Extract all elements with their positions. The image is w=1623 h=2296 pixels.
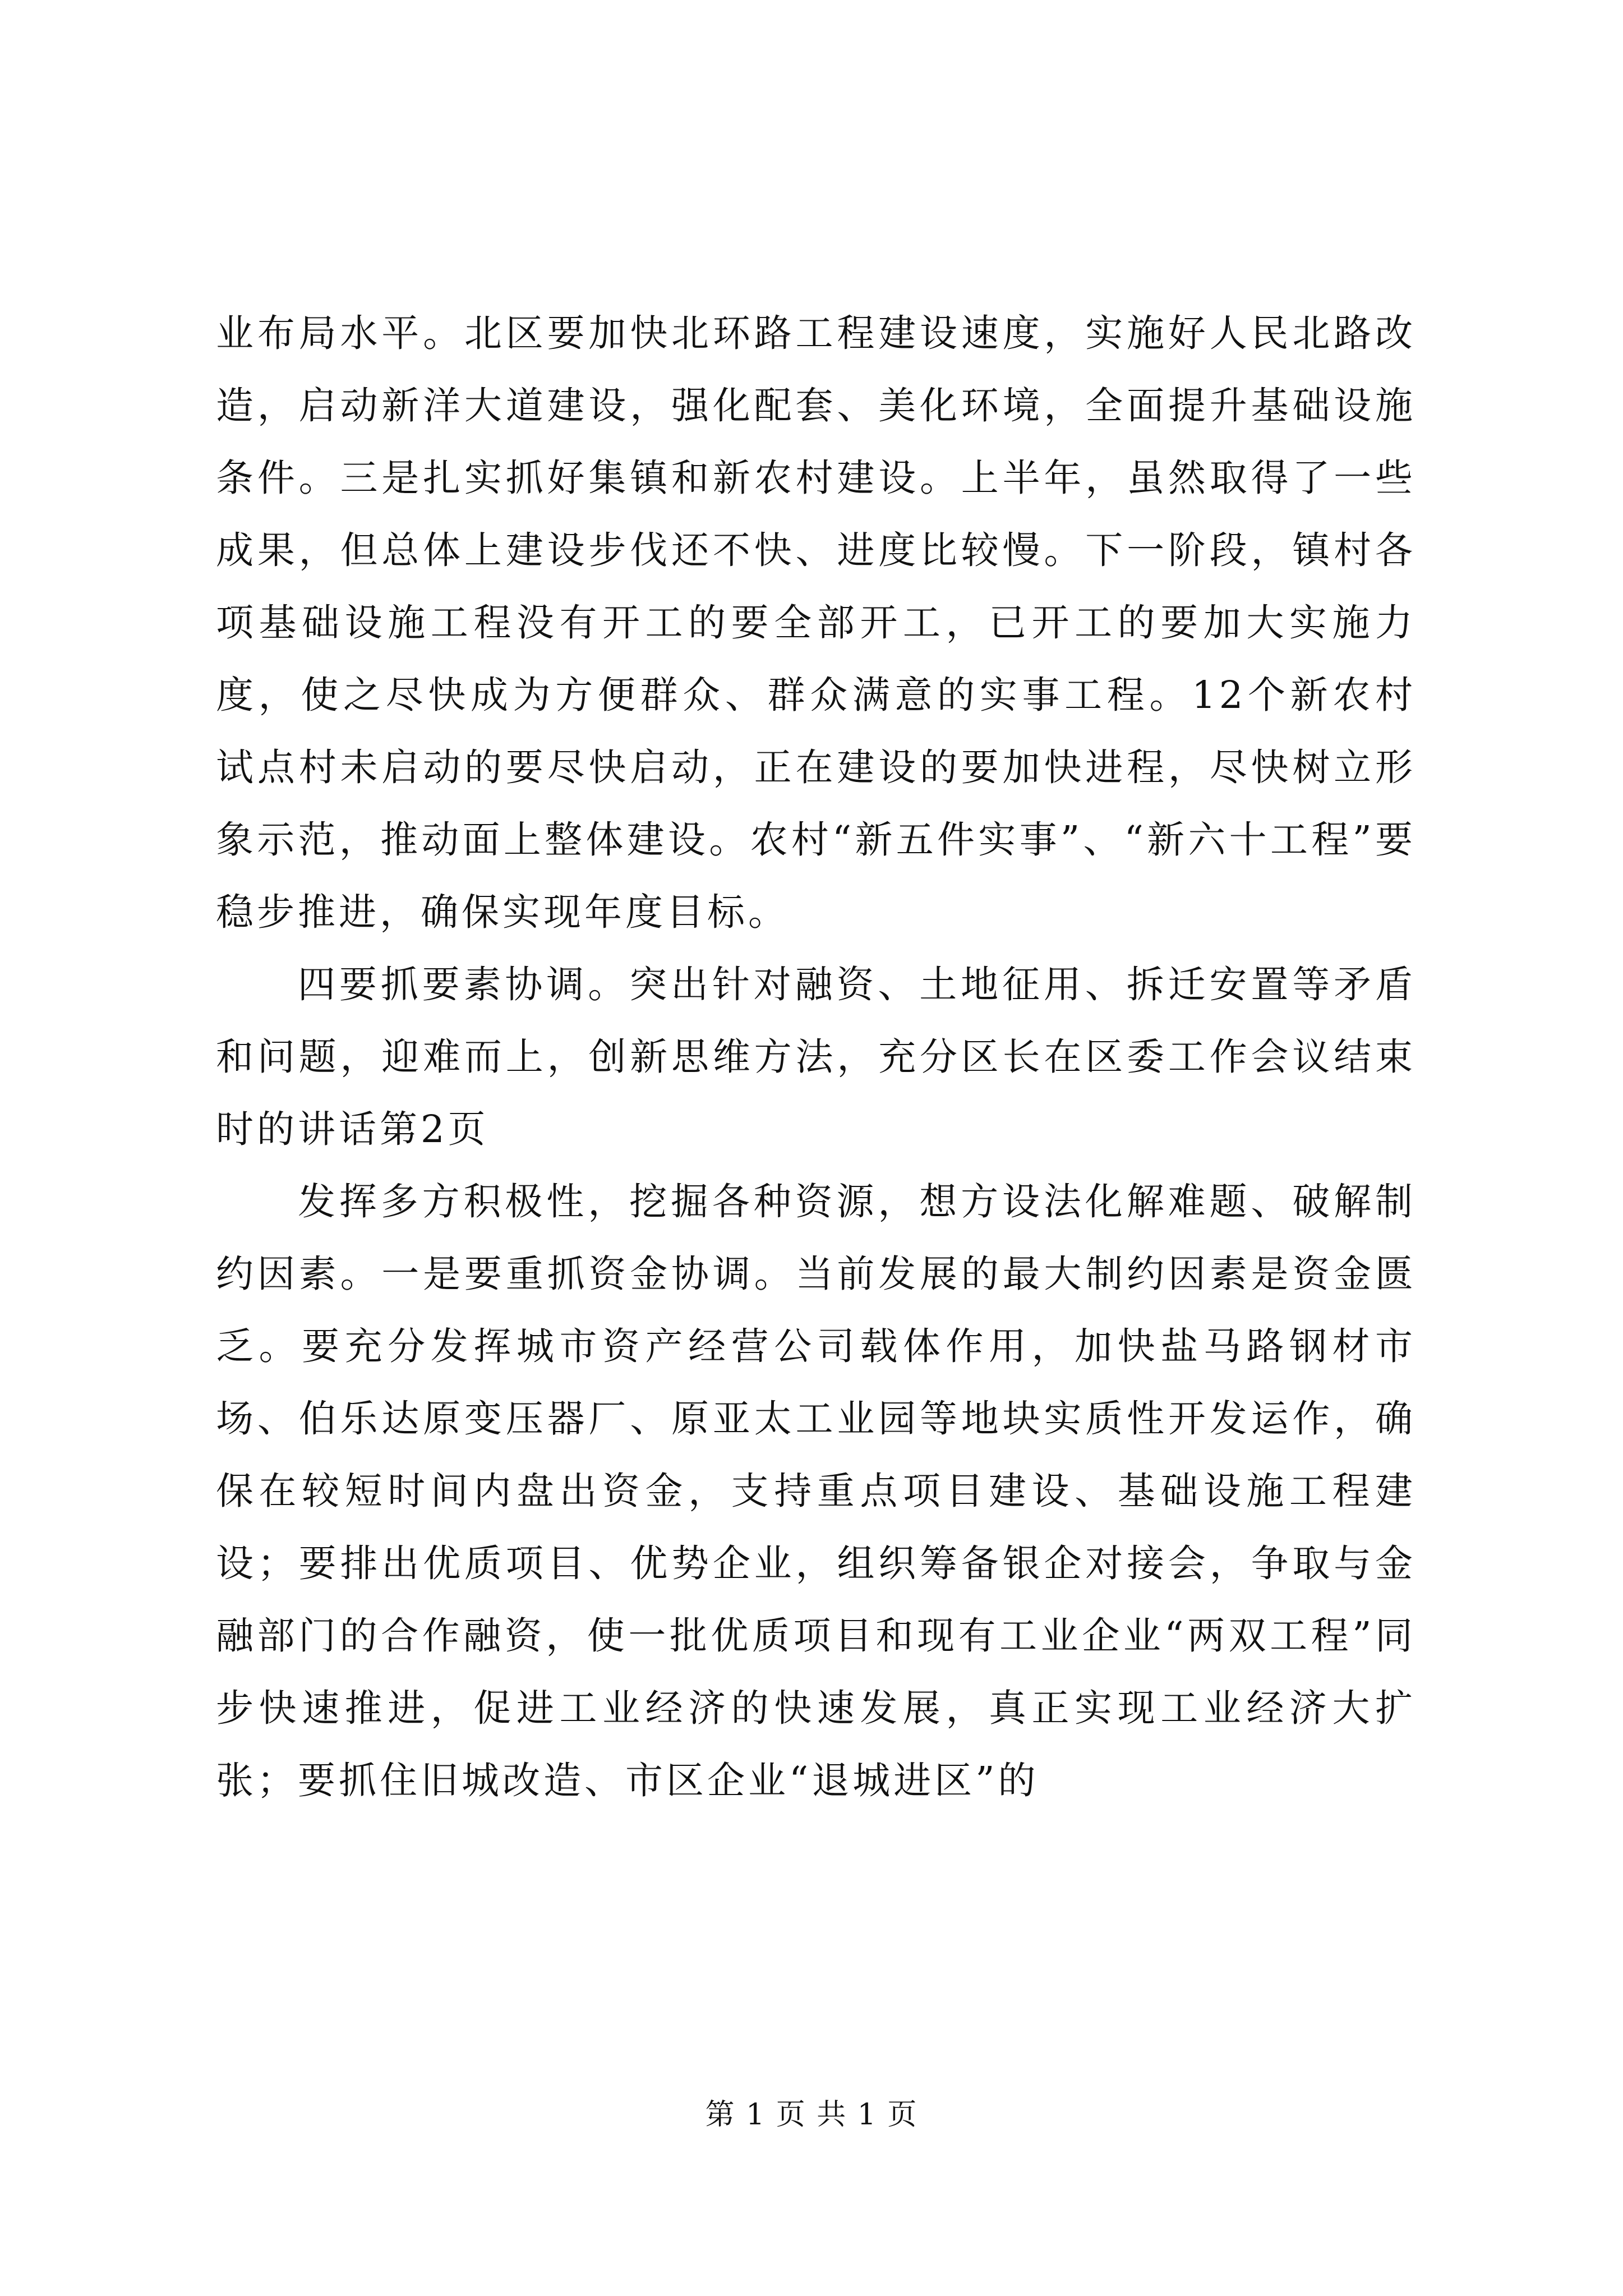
page-footer: 第 1 页 共 1 页 [705,2098,918,2132]
paragraph-3: 发挥多方积极性，挖掘各种资源，想方设法化解难题、破解制约因素。一是要重抓资金协调。当前发展的最大制约因素是资金匮乏。要充分发挥城市资产经营公司载体作用，加快盐马路钢材市场、伯乐达原变压器厂、原亚太工业园等地块实质性开发运作，确保在较短时间内盘出资金，支持重点项目建设、基础设施工程建设；要排出优质项目、优势企业，组织筹备银企对接会，争取与金融部门的合作融资，使一批优质项目和现有工业企业“两双工程”同步快速推进，促进工业经济的快速发展，真正实现工业经济大扩张；要抓住旧城改造、市区企业“退城进区”的 [216,1180,1416,1802]
document-body [216,297,1416,1817]
paragraph-1: 业布局水平。北区要加快北环路工程建设速度，实施好人民北路改造，启动新洋大道建设，强化配套、美化环境，全面提升基础设施条件。三是扎实抓好集镇和新农村建设。上半年，虽然取得了一些成果，但总体上建设步伐还不快、进度比较慢。下一阶段，镇村各项基础设施工程没有开工的要全部开工，已开工的要加大实施力度，使之尽快成为方便群众、群众满意的实事工程。12个新农村试点村未启动的要尽快启动，正在建设的要加快进程，尽快树立形象示范，推动面上整体建设。农村“新五件实事”、“新六十工程”要稳步推进，确保实现年度目标。 [216,311,1416,934]
paragraph-2: 四要抓要素协调。突出针对融资、土地征用、拆迁安置等矛盾和问题，迎难而上，创新思维方法，充分区长在区委工作会议结束时的讲话第2页 [216,963,1416,1151]
